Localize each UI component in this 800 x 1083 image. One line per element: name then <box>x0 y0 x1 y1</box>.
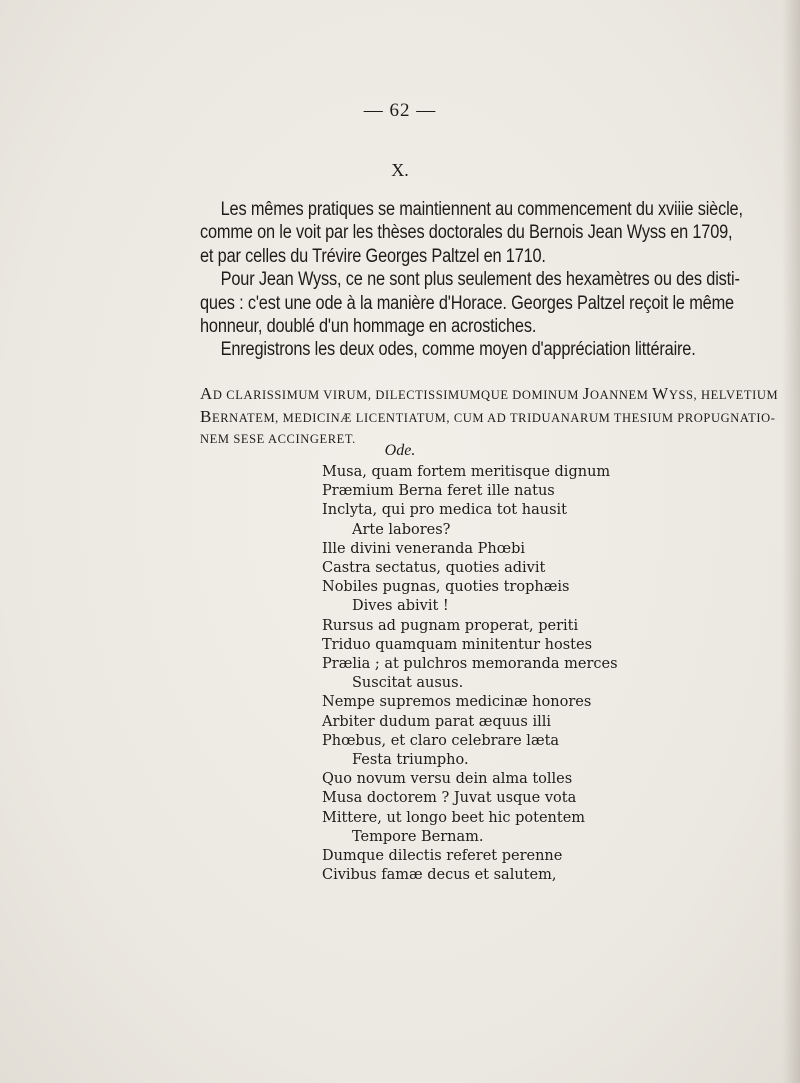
verse-line: Tempore Bernam. <box>352 828 484 845</box>
verse-line: Triduo quamquam minitentur hostes <box>322 636 593 653</box>
verse-line: Nempe supremos medicinæ honores <box>322 694 592 711</box>
dedication-line: BERNATEM, MEDICINÆ LICENTIATUM, CUM AD TRIDUANARUM THESIUM PROPUGNATIO- <box>200 407 776 426</box>
verse-line: Castra sectatus, quoties adivit <box>322 560 546 577</box>
verse-line: Mittere, ut longo beet hic potentem <box>322 809 586 826</box>
intro-line: et par celles du Trévire Georges Paltzel en 1710. <box>200 245 546 267</box>
ode-title: Ode. <box>384 442 416 459</box>
verse-line: Rursus ad pugnam properat, periti <box>322 617 579 634</box>
dedication-line: AD CLARISSIMUM VIRUM, DILECTISSIMUMQUE DOMINUM JOANNEM WYSS, HELVETIUM <box>200 384 779 403</box>
page-number: — 62 — <box>363 100 437 121</box>
verse-line: Civibus famæ decus et salutem, <box>322 867 557 884</box>
verse-line: Prælia ; at pulchros memoranda merces <box>322 656 618 673</box>
verse-line: Arbiter dudum parat æquus illi <box>322 713 551 730</box>
verse-line: Phœbus, et claro celebrare læta <box>322 732 560 749</box>
dedication <box>200 383 779 450</box>
intro-line: honneur, doublé d'un hommage en acrostiches. <box>200 316 537 338</box>
intro-line: ques : c'est une ode à la manière d'Horace. Georges Paltzel reçoit le même <box>200 292 734 314</box>
verse-line: Arte labores? <box>352 521 451 538</box>
intro-line: comme on le voit par les thèses doctorales du Bernois Jean Wyss en 1709, <box>200 222 733 244</box>
verse-line: Musa, quam fortem meritisque dignum <box>322 464 611 480</box>
dedication-line: NEM SESE ACCINGERET. <box>200 432 356 446</box>
verse-line: Musa doctorem ? Juvat usque vota <box>322 790 577 807</box>
verse-line: Nobiles pugnas, quoties trophæis <box>322 579 570 596</box>
ode-verses <box>322 463 642 885</box>
verse-line: Ille divini veneranda Phœbi <box>322 540 526 557</box>
verse-line: Festa triumpho. <box>352 752 469 769</box>
verse-line: Suscitat ausus. <box>352 675 464 692</box>
verse-line: Dives abivit ! <box>352 598 449 615</box>
intro-line: Les mêmes pratiques se maintiennent au commencement du xviiie siècle, <box>220 199 743 220</box>
section-heading: X. <box>391 160 409 180</box>
verse-line: Inclyta, qui pro medica tot hausit <box>322 502 567 519</box>
verse-line: Quo novum versu dein alma tolles <box>322 771 573 788</box>
verse-line: Præmium Berna feret ille natus <box>322 483 555 500</box>
intro-line: Enregistrons les deux odes, comme moyen d'appréciation littéraire. <box>220 339 696 361</box>
intro-text <box>200 198 745 362</box>
verse-line: Dumque dilectis referet perenne <box>322 848 563 865</box>
intro-line: Pour Jean Wyss, ce ne sont plus seulement des hexamètres ou des disti- <box>220 269 740 291</box>
